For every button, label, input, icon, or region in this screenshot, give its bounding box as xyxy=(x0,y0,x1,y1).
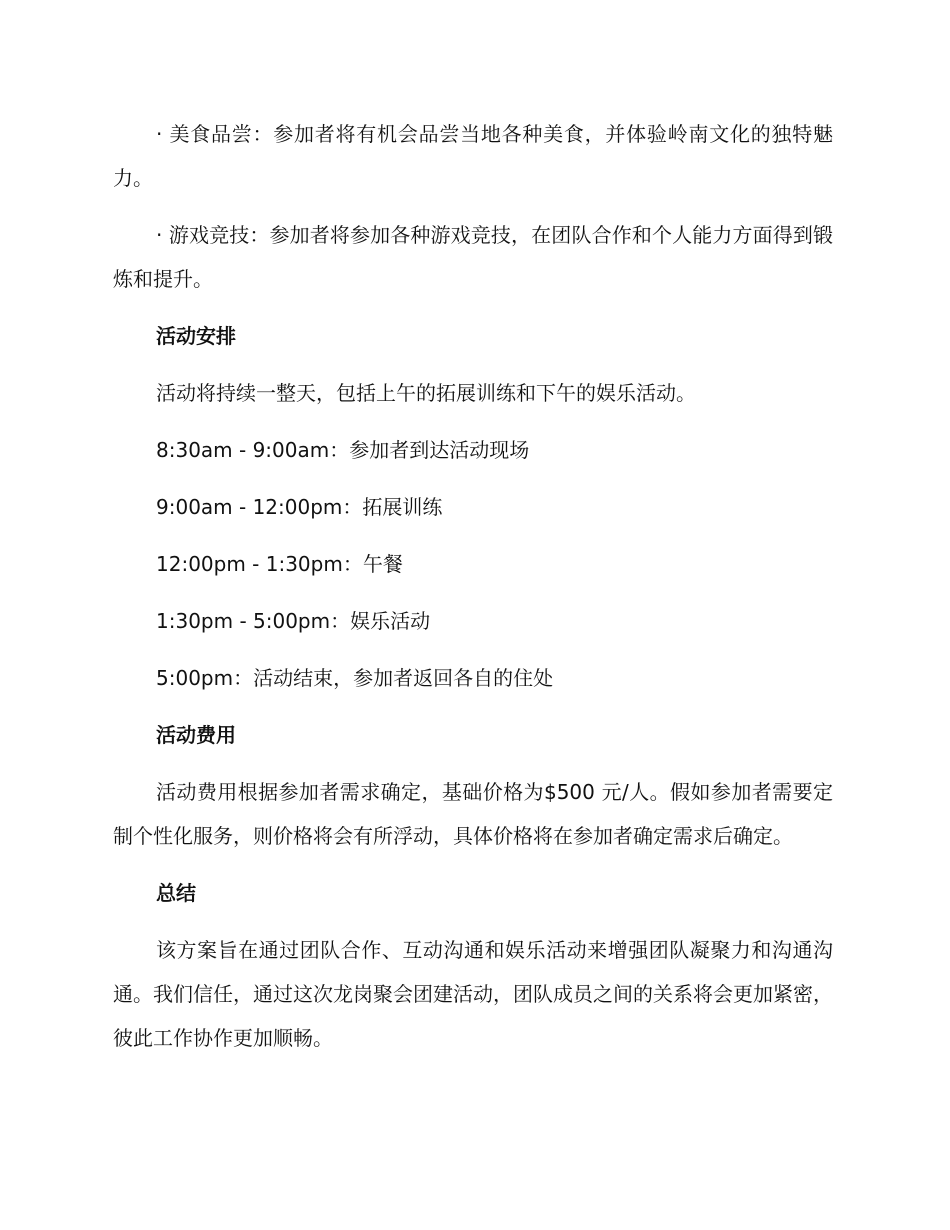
schedule-item: 9:00am - 12:00pm：拓展训练 xyxy=(156,495,443,519)
bullet-game-competition: · 游戏竞技：参加者将参加各种游戏竞技，在团队合作和个人能力方面得到锻炼和提升。 xyxy=(113,223,833,291)
cost-paragraph: 活动费用根据参加者需求确定，基础价格为$500 元/人。假如参加者需要定制个性化服务，则价格将会有所浮动，具体价格将在参加者确定需求后确定。 xyxy=(113,780,833,848)
schedule-item: 8:30am - 9:00am：参加者到达活动现场 xyxy=(156,438,530,462)
schedule-intro: 活动将持续一整天，包括上午的拓展训练和下午的娱乐活动。 xyxy=(156,381,696,405)
document-page xyxy=(113,112,833,1073)
summary-paragraph: 该方案旨在通过团队合作、互动沟通和娱乐活动来增强团队凝聚力和沟通沟通。我们信任，通过这次龙岗聚会团建活动，团队成员之间的关系将会更加紧密，彼此工作协作更加顺畅。 xyxy=(113,938,833,1050)
schedule-item: 5:00pm：活动结束，参加者返回各自的住处 xyxy=(156,666,554,690)
cost-heading: 活动费用 xyxy=(156,723,236,747)
schedule-item: 12:00pm - 1:30pm：午餐 xyxy=(156,552,403,576)
schedule-item: 1:30pm - 5:00pm：娱乐活动 xyxy=(156,609,431,633)
schedule-heading: 活动安排 xyxy=(156,324,236,348)
summary-heading: 总结 xyxy=(156,881,196,905)
bullet-food-tasting: · 美食品尝：参加者将有机会品尝当地各种美食，并体验岭南文化的独特魅力。 xyxy=(113,122,833,190)
